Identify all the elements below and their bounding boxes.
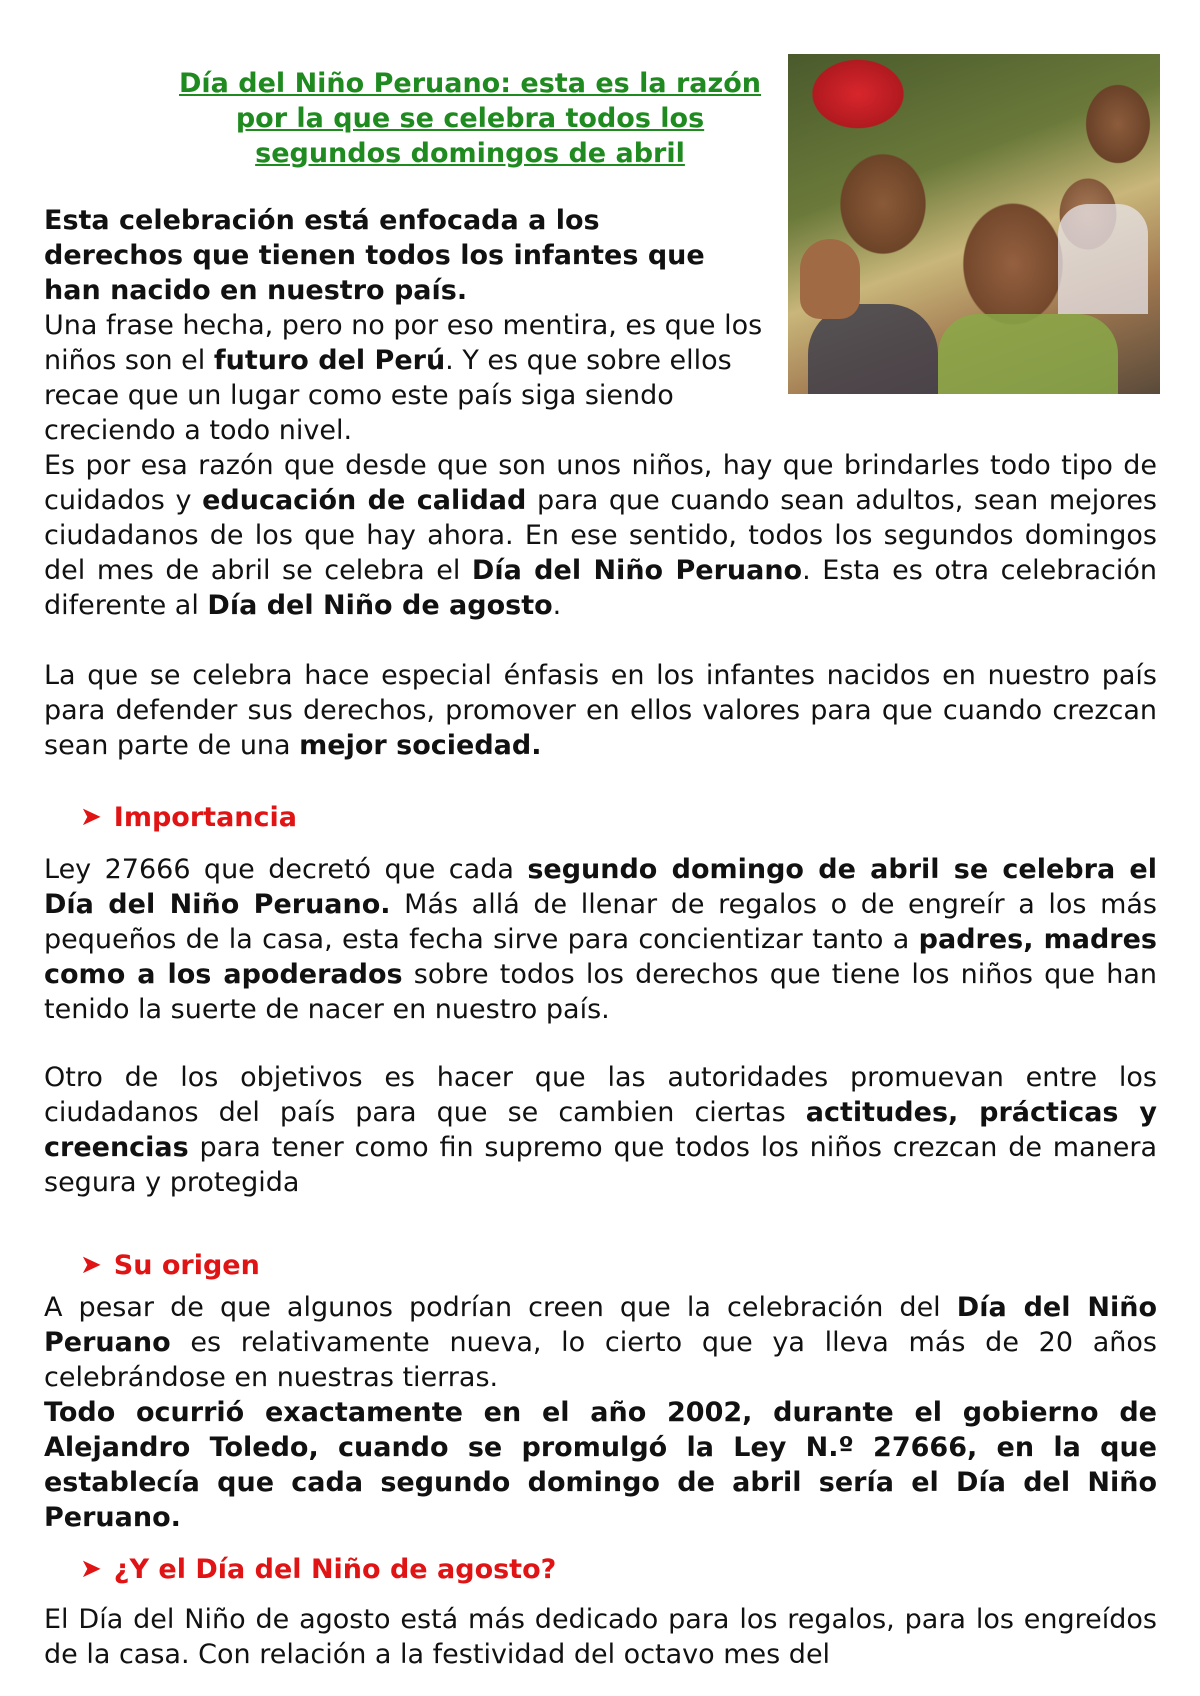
- text-run: Una frase hecha, pero no por eso mentira, es que los niños son el: [44, 310, 763, 376]
- paragraph-6: [44, 1290, 1157, 1395]
- text-run: . Y es que sobre ellos recae que un lugar como este país siga siendo creciendo a todo nivel.: [44, 345, 732, 446]
- bold-run: educación de calidad: [202, 485, 527, 516]
- bold-run: Día del Niño Peruano: [471, 555, 803, 586]
- text-run: A pesar de que algunos podrían creen que la celebración del: [44, 1292, 957, 1323]
- section-heading-origen: [80, 1248, 260, 1283]
- text-run: . Esta es otra celebración diferente al: [44, 555, 1157, 621]
- paragraph-5: [44, 1060, 1157, 1200]
- section-heading-importancia: [80, 800, 297, 835]
- text-run: Ley 27666 que decretó que cada: [44, 854, 528, 885]
- paragraph-8: El Día del Niño de agosto está más dedicado para los regalos, para los engreídos de la casa. Con relación a la festividad del octavo mes del: [44, 1604, 1157, 1670]
- paragraph-7: Todo ocurrió exactamente en el año 2002, durante el gobierno de Alejandro Toledo, cuando se promulgó la Ley N.º 27666, en la que establecía que cada segundo domingo de abril sería el Día del Niño Peruano.: [44, 1397, 1157, 1533]
- text-run: para que cuando sean adultos, sean mejores ciudadanos de los que hay ahora. En ese sentido, todos los segundos domingos del mes de abril se celebra el: [44, 485, 1157, 586]
- text-run: Es por esa razón que desde que son unos niños, hay que brindarles todo tipo de cuidados y: [44, 450, 1157, 516]
- bold-run: segundo domingo de abril se celebra el Día del Niño Peruano.: [44, 854, 1157, 920]
- photo-shape: [1058, 204, 1148, 314]
- text-run: La que se celebra hace especial énfasis en los infantes nacidos en nuestro país para defender sus derechos, promover en ellos valores para que cuando crezcan sean parte de una: [44, 660, 1157, 761]
- section-heading-agosto: [80, 1552, 556, 1587]
- paragraph-2: [44, 448, 1157, 623]
- paragraph-3: [44, 658, 1157, 763]
- bold-run: padres, madres como a los apoderados: [44, 924, 1158, 990]
- bold-run: futuro del Perú: [213, 345, 446, 376]
- heading-label: ¿Y el Día del Niño de agosto?: [113, 1554, 557, 1585]
- paragraph-1: [44, 308, 774, 448]
- text-run: .: [552, 590, 562, 621]
- photo-shape: [938, 314, 1118, 394]
- lead-paragraph: Esta celebración está enfocada a los derechos que tienen todos los infantes que han nacido en nuestro país.: [44, 205, 705, 306]
- children-photo: [788, 54, 1160, 394]
- text-run: es relativamente nueva, lo cierto que ya lleva más de 20 años celebrándose en nuestras tierras.: [44, 1327, 1157, 1393]
- bold-run: Día del Niño Peruano: [44, 1292, 1158, 1358]
- text-run: sobre todos los derechos que tiene los niños que han tenido la suerte de nacer en nuestro país.: [44, 959, 1157, 1025]
- paragraph-4: [44, 852, 1157, 1027]
- bold-run: actitudes, prácticas y creencias: [44, 1097, 1157, 1163]
- arrow-bullet-icon: ➤: [80, 1250, 102, 1280]
- bold-run: Día del Niño de agosto: [207, 590, 553, 621]
- text-run: Más allá de llenar de regalos o de engreír a los más pequeños de la casa, esta fecha sirve para concientizar tanto a: [44, 889, 1157, 955]
- bold-run: mejor sociedad.: [299, 730, 542, 761]
- text-run: para tener como fin supremo que todos los niños crezcan de manera segura y protegida: [44, 1132, 1157, 1198]
- arrow-bullet-icon: ➤: [80, 802, 102, 832]
- photo-shape: [800, 239, 860, 319]
- heading-label: Importancia: [113, 802, 297, 833]
- text-run: Otro de los objetivos es hacer que las autoridades promuevan entre los ciudadanos del país para que se cambien ciertas: [44, 1062, 1157, 1128]
- arrow-bullet-icon: ➤: [80, 1554, 102, 1584]
- article-title[interactable]: Día del Niño Peruano: esta es la razón por la que se celebra todos los segundos domingos de abril: [178, 68, 762, 169]
- heading-label: Su origen: [113, 1250, 260, 1281]
